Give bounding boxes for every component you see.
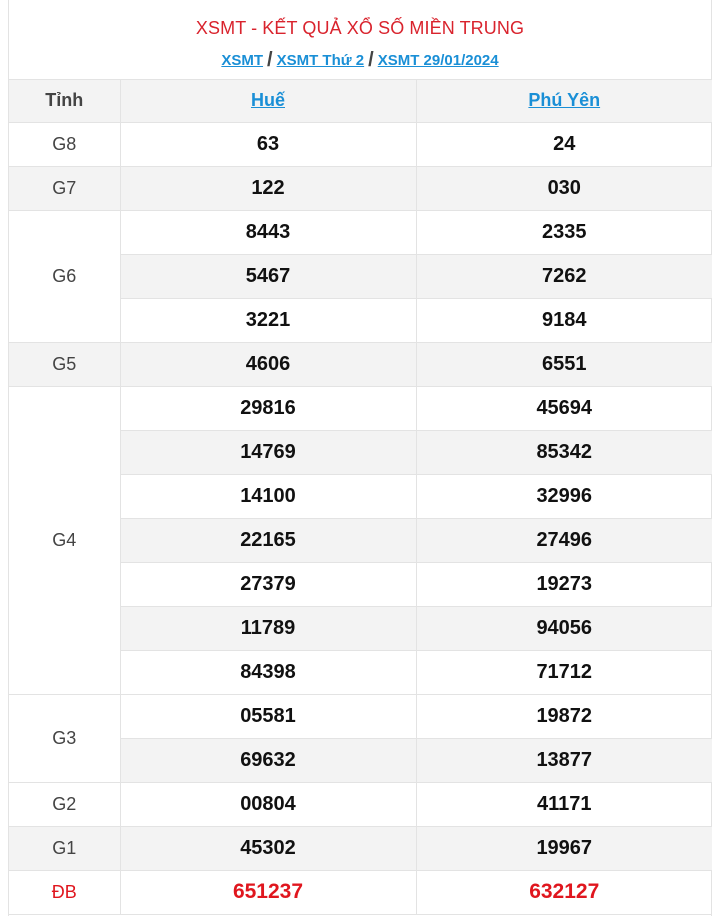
table-row xyxy=(9,782,712,826)
breadcrumb xyxy=(9,49,711,71)
result-hue: 69632 xyxy=(120,738,416,782)
result-phu-yen: 27496 xyxy=(416,518,712,562)
result-phu-yen: 94056 xyxy=(416,606,712,650)
prize-label: G7 xyxy=(9,166,120,210)
result-phu-yen: 85342 xyxy=(416,430,712,474)
result-phu-yen: 2335 xyxy=(416,210,712,254)
breadcrumb-separator: / xyxy=(368,49,374,71)
result-phu-yen: 7262 xyxy=(416,254,712,298)
province-link-phu-yen[interactable]: Phú Yên xyxy=(528,90,601,111)
results-panel xyxy=(8,0,712,916)
prize-label: G8 xyxy=(9,122,120,166)
result-hue: 122 xyxy=(120,166,416,210)
result-hue: 27379 xyxy=(120,562,416,606)
results-header xyxy=(9,0,711,80)
result-hue: 11789 xyxy=(120,606,416,650)
result-phu-yen: 24 xyxy=(416,122,712,166)
result-phu-yen: 19273 xyxy=(416,562,712,606)
province-header-hue xyxy=(120,80,416,122)
result-hue: 29816 xyxy=(120,386,416,430)
result-hue: 14769 xyxy=(120,430,416,474)
province-header-phu-yen xyxy=(416,80,712,122)
breadcrumb-weekday-link[interactable]: XSMT Thứ 2 xyxy=(276,52,365,69)
province-link-hue[interactable]: Huế xyxy=(250,90,285,111)
result-phu-yen: 32996 xyxy=(416,474,712,518)
table-header-row xyxy=(9,80,712,122)
result-phu-yen: 030 xyxy=(416,166,712,210)
page-title: XSMT - KẾT QUẢ XỔ SỐ MIỀN TRUNG xyxy=(195,18,525,38)
result-hue: 84398 xyxy=(120,650,416,694)
result-phu-yen: 13877 xyxy=(416,738,712,782)
result-hue: 3221 xyxy=(120,298,416,342)
province-column-header: Tỉnh xyxy=(9,80,120,122)
result-hue: 14100 xyxy=(120,474,416,518)
prize-label: G4 xyxy=(9,386,120,694)
table-row xyxy=(9,870,712,914)
result-phu-yen: 9184 xyxy=(416,298,712,342)
results-body xyxy=(9,122,712,914)
prize-label: G3 xyxy=(9,694,120,782)
table-row xyxy=(9,386,712,430)
result-hue: 00804 xyxy=(120,782,416,826)
result-hue: 8443 xyxy=(120,210,416,254)
result-phu-yen: 632127 xyxy=(416,870,712,914)
results-table xyxy=(9,80,712,915)
prize-label: G1 xyxy=(9,826,120,870)
result-hue: 63 xyxy=(120,122,416,166)
result-phu-yen: 71712 xyxy=(416,650,712,694)
breadcrumb-separator: / xyxy=(267,49,273,71)
result-hue: 05581 xyxy=(120,694,416,738)
prize-label: G2 xyxy=(9,782,120,826)
table-row xyxy=(9,826,712,870)
prize-label: G6 xyxy=(9,210,120,342)
result-phu-yen: 45694 xyxy=(416,386,712,430)
result-hue: 5467 xyxy=(120,254,416,298)
result-hue: 45302 xyxy=(120,826,416,870)
prize-label: G5 xyxy=(9,342,120,386)
prize-label: ĐB xyxy=(9,870,120,914)
result-hue: 651237 xyxy=(120,870,416,914)
breadcrumb-xsmt-link[interactable]: XSMT xyxy=(221,52,264,69)
table-row xyxy=(9,210,712,254)
breadcrumb-date-link[interactable]: XSMT 29/01/2024 xyxy=(377,52,499,69)
table-row xyxy=(9,694,712,738)
table-row xyxy=(9,122,712,166)
result-phu-yen: 41171 xyxy=(416,782,712,826)
result-phu-yen: 6551 xyxy=(416,342,712,386)
result-phu-yen: 19872 xyxy=(416,694,712,738)
table-row xyxy=(9,342,712,386)
result-hue: 4606 xyxy=(120,342,416,386)
result-hue: 22165 xyxy=(120,518,416,562)
result-phu-yen: 19967 xyxy=(416,826,712,870)
table-row xyxy=(9,166,712,210)
